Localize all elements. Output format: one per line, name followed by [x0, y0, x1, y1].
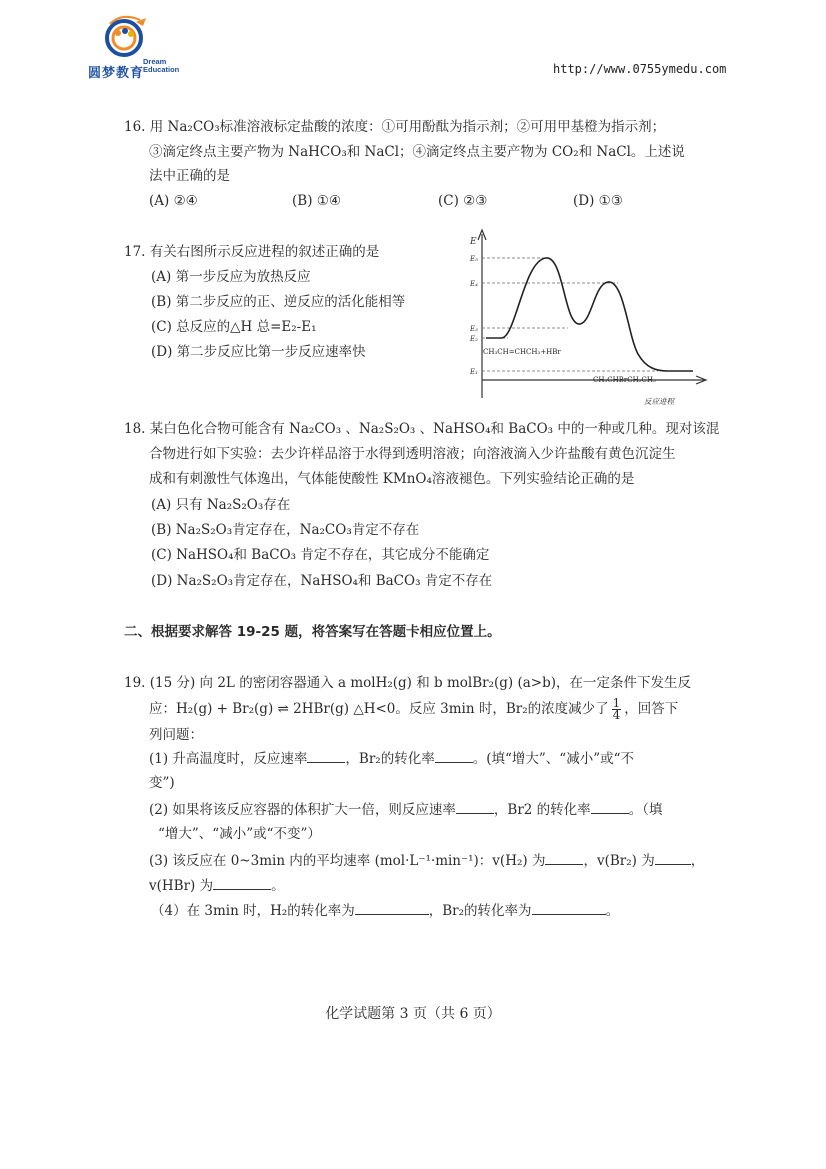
q19-part3-cont: v(HBr) 为 。: [149, 878, 285, 894]
answer-blank[interactable]: [355, 902, 429, 915]
q19-part1-cont: 变”): [149, 775, 175, 791]
q16-line3: 法中正确的是: [149, 168, 230, 184]
answer-blank[interactable]: [545, 852, 583, 865]
q17-option-c: (C) 总反应的△H 总=E₂-E₁: [151, 319, 317, 335]
answer-blank[interactable]: [532, 902, 606, 915]
label-e2: E₂: [470, 335, 478, 343]
label-e4: E₄: [470, 280, 478, 288]
q16-option-d: (D) ①③: [573, 193, 623, 209]
q19-part3: (3) 该反应在 0~3min 内的平均速率 (mol·L⁻¹·min⁻¹)：v(H₂) 为 ，v(Br₂) 为 ，: [149, 853, 705, 869]
q17-option-a: (A) 第一步反应为放热反应: [151, 269, 311, 285]
q17-option-d: (D) 第二步反应比第一步反应速率快: [151, 344, 366, 360]
q19-line2: 应：H₂(g) + Br₂(g) ⇌ 2HBr(g) △H<0。反应 3min 时，Br₂的浓度减少了 $\frac{1}{4}$ ，回答下: [149, 696, 679, 722]
label-e1: E₁: [470, 368, 478, 376]
x-axis-label: 反应进程: [644, 397, 674, 406]
q19-line1: 19. (15 分) 向 2L 的密闭容器通入 a molH₂(g) 和 b molBr₂(g) (a>b)，在一定条件下发生反: [124, 675, 691, 691]
q16-option-c: (C) ②③: [438, 193, 488, 209]
reactant-label: CH₃CH=CHCH₃+HBr: [483, 348, 561, 356]
q18-option-b: (B) Na₂S₂O₃肯定存在，Na₂CO₃肯定不存在: [151, 522, 420, 538]
answer-blank[interactable]: [456, 801, 494, 814]
label-e5: E₅: [470, 255, 478, 263]
answer-blank[interactable]: [591, 801, 629, 814]
q19-part2: (2) 如果将该反应容器的体积扩大一倍，则反应速率 ，Br2 的转化率 。（填: [149, 802, 663, 818]
q16-option-a: (A) ②④: [149, 193, 198, 209]
logo-emblem-icon: [88, 14, 193, 64]
page-footer: 化学试题第 3 页（共 6 页）: [325, 1006, 501, 1022]
q16-option-b: (B) ①④: [292, 193, 341, 209]
brand-english: Dream Education: [143, 57, 180, 74]
q18-line2: 合物进行如下实验：去少许样品溶于水得到透明溶液；向溶液滴入少许盐酸有黄色沉淀生: [149, 446, 676, 462]
q18-option-d: (D) Na₂S₂O₃肯定存在，NaHSO₄和 BaCO₃ 肯定不存在: [151, 573, 493, 589]
y-axis-label: E: [470, 237, 477, 247]
answer-blank[interactable]: [213, 877, 271, 890]
q16-line2: ③滴定终点主要产物为 NaHCO₃和 NaCl；④滴定终点主要产物为 CO₂和 NaCl。上述说: [149, 144, 685, 160]
section-heading: 二、根据要求解答 19-25 题，将答案写在答题卡相应位置上。: [124, 624, 501, 640]
q19-part2-cont: “增大”、“减小”或“不变”）: [158, 826, 321, 842]
q17-stem: 17. 有关右图所示反应进程的叙述正确的是: [124, 244, 380, 260]
brand-name: 圆梦教育: [88, 66, 145, 81]
q18-option-c: (C) NaHSO₄和 BaCO₃ 肯定不存在，其它成分不能确定: [151, 547, 490, 563]
q16-line1: 16. 用 Na₂CO₃标准溶液标定盐酸的浓度：①可用酚酞为指示剂；②可用甲基橙为指示剂；: [124, 119, 666, 135]
site-url: http://www.0755ymedu.com: [553, 62, 727, 76]
answer-blank[interactable]: [655, 852, 691, 865]
q18-line1: 18. 某白色化合物可能含有 Na₂CO₃ 、Na₂S₂O₃ 、NaHSO₄和 BaCO₃ 中的一种或几种。现对该混: [124, 421, 720, 437]
q18-option-a: (A) 只有 Na₂S₂O₃存在: [151, 497, 291, 513]
q17-option-b: (B) 第二步反应的正、逆反应的活化能相等: [151, 294, 406, 310]
reaction-energy-diagram: [468, 228, 718, 408]
label-e3: E₃: [470, 325, 478, 333]
product-label: CH₃CHBrCH₂CH₃: [593, 376, 656, 384]
q19-line3: 列问题：: [149, 727, 203, 743]
q19-part4: （4）在 3min 时，H₂的转化率为 ，Br₂的转化率为 。: [151, 903, 620, 919]
answer-blank[interactable]: [307, 750, 345, 763]
fraction-one-quarter: $\frac{1}{4}$: [612, 696, 621, 722]
answer-blank[interactable]: [435, 750, 473, 763]
q19-part1: (1) 升高温度时，反应速率 ，Br₂的转化率 。(填“增大”、“减小”或“不: [149, 751, 634, 767]
q18-line3: 成和有刺激性气体逸出，气体能使酸性 KMnO₄溶液褪色。下列实验结论正确的是: [149, 471, 635, 487]
